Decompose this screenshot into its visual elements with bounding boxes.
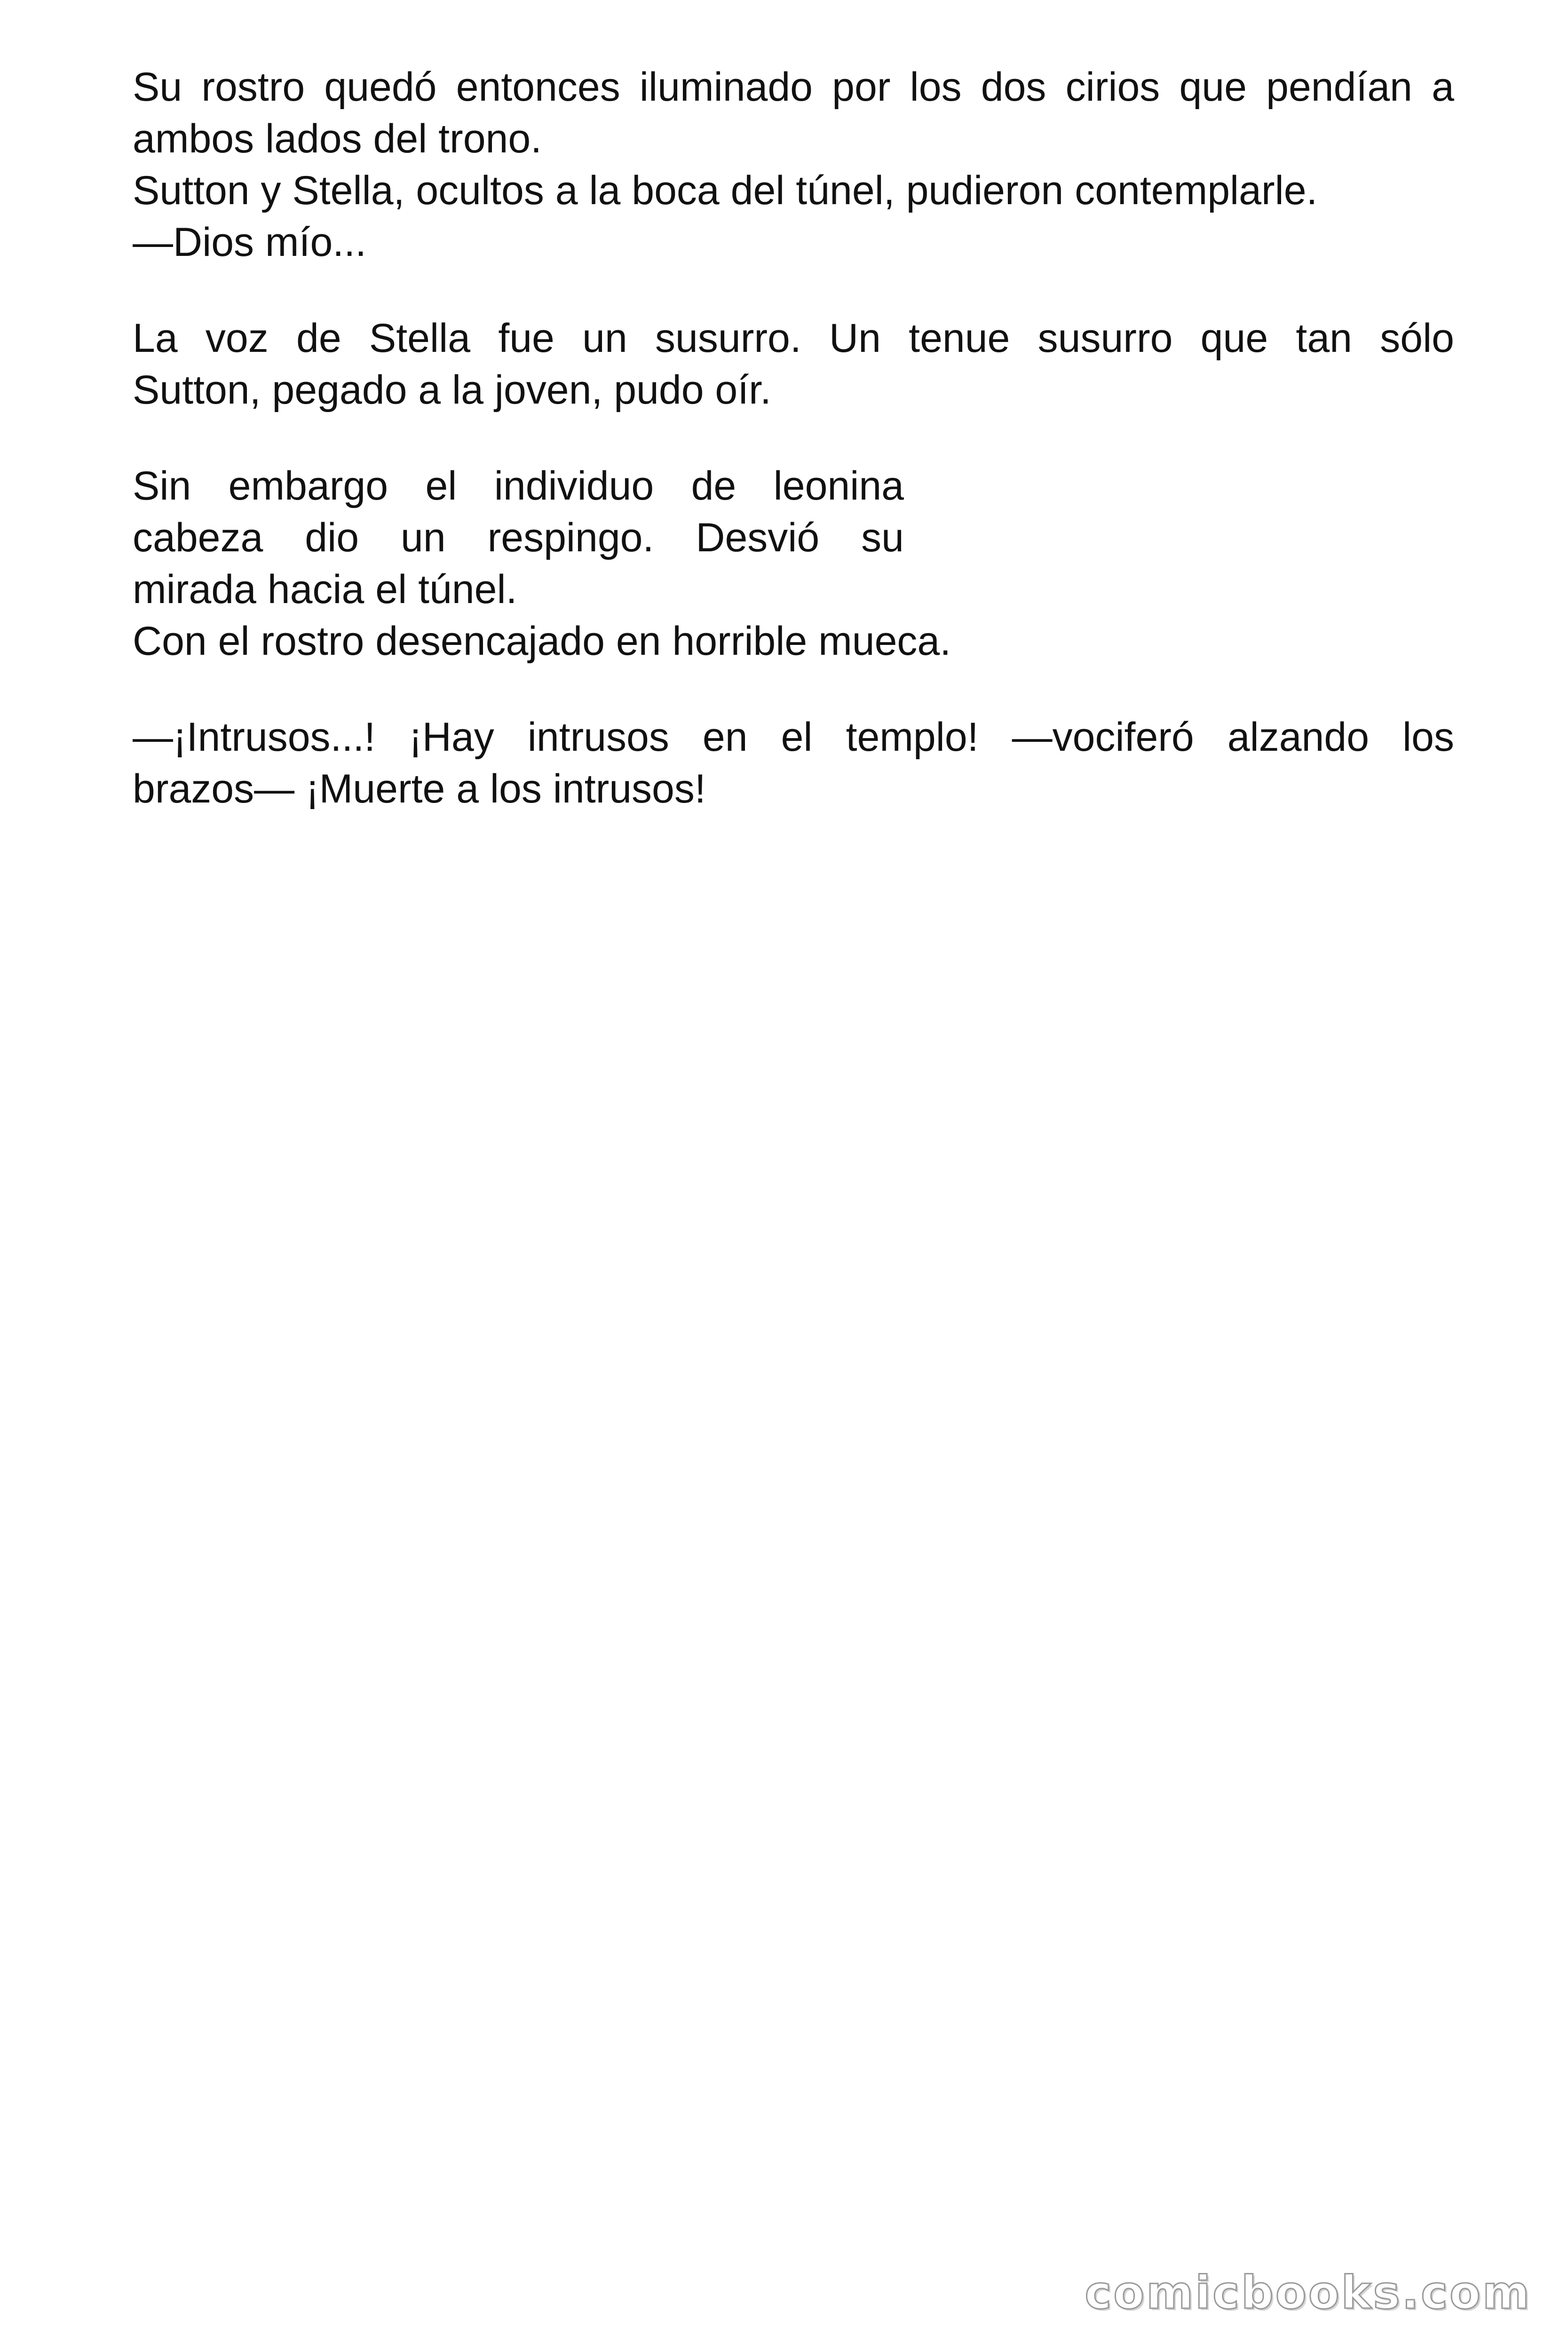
paragraph-1: [133, 61, 1454, 268]
paragraph-3: [133, 460, 1454, 667]
watermark-logo: comicbooks.com: [1085, 2266, 1531, 2319]
text-line: Sin embargo el individuo de leonina: [133, 463, 904, 509]
text-line: Con el rostro desencajado en horrible mueca.: [133, 619, 951, 664]
text-line: cabeza dio un respingo. Desvió su: [133, 515, 904, 560]
text-line: La voz de Stella fue un susurro. Un tenue susurro que tan sólo: [133, 316, 1454, 361]
document-body: [133, 61, 1454, 859]
text-line: brazos— ¡Muerte a los intrusos!: [133, 766, 706, 811]
text-line: Sutton y Stella, ocultos a la boca del túnel, pudieron contemplarle.: [133, 168, 1318, 213]
paragraph-2: [133, 312, 1454, 416]
text-line: ambos lados del trono.: [133, 116, 542, 161]
text-line: —Dios mío...: [133, 220, 366, 265]
text-line: Sutton, pegado a la joven, pudo oír.: [133, 367, 771, 413]
paragraph-4: [133, 711, 1454, 815]
text-line: mirada hacia el túnel.: [133, 567, 517, 612]
text-line: —¡Intrusos...! ¡Hay intrusos en el templo! —vociferó alzando los: [133, 715, 1454, 760]
text-line: Su rostro quedó entonces iluminado por los dos cirios que pendían a: [133, 64, 1454, 110]
